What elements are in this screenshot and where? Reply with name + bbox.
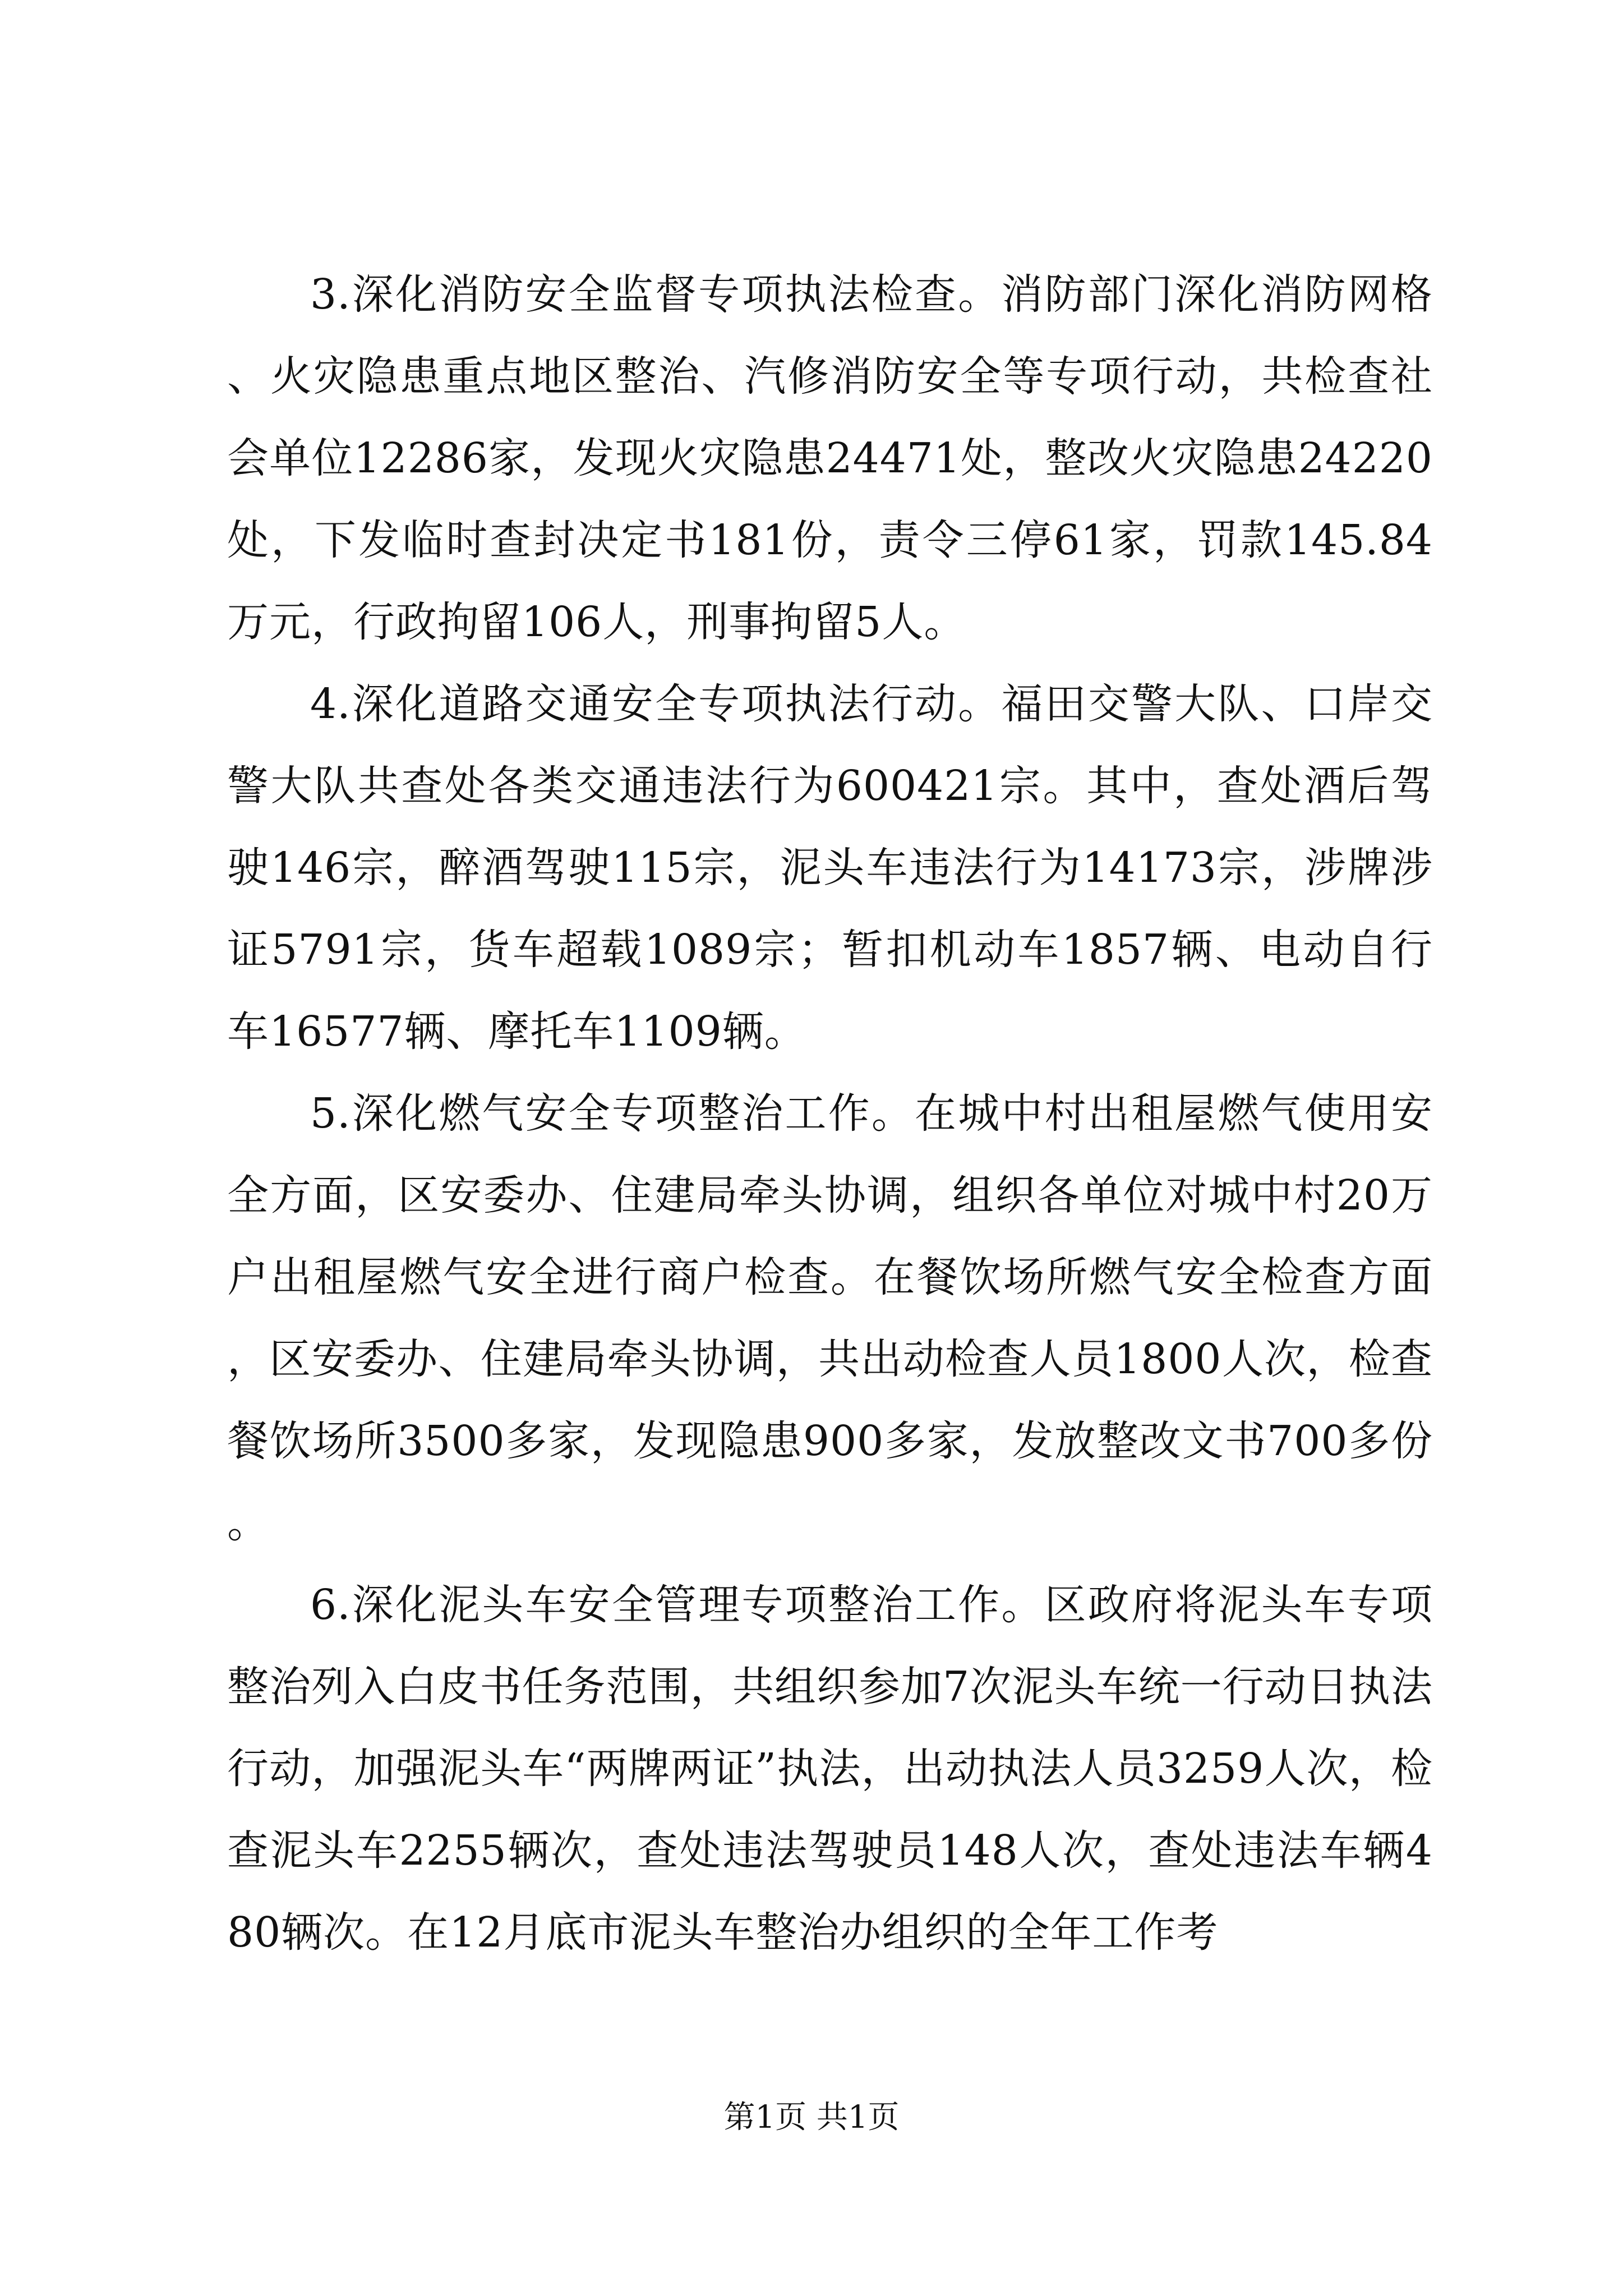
paragraph-road-traffic: 4.深化道路交通安全专项执法行动。福田交警大队、口岸交警大队共查处各类交通违法行为600421宗。其中，查处酒后驾驶146宗，醉酒驾驶115宗，泥头车违法行为14173宗，涉牌涉证5791宗，货车超载1089宗；暂扣机动车1857辆、电动自行车16577辆、摩托车1109辆。 — [227, 680, 1433, 1056]
paragraph-muck-truck: 6.深化泥头车安全管理专项整治工作。区政府将泥头车专项整治列入白皮书任务范围，共组织参加7次泥头车统一行动日执法行动，加强泥头车“两牌两证”执法，出动执法人员3259人次，检查泥头车2255辆次，查处违法驾驶员148人次，查处违法车辆480辆次。在12月底市泥头车整治办组织的全年工作考 — [227, 1581, 1433, 1957]
document-body — [227, 254, 1433, 1973]
page-footer: 第1页 共1页 — [723, 2099, 900, 2136]
paragraph-gas-safety: 5.深化燃气安全专项整治工作。在城中村出租屋燃气使用安全方面，区安委办、住建局牵头协调，组织各单位对城中村20万户出租屋燃气安全进行商户检查。在餐饮场所燃气安全检查方面，区安委办、住建局牵头协调，共出动检查人员1800人次，检查餐饮场所3500多家，发现隐患900多家，发放整改文书700多份。 — [227, 1089, 1433, 1547]
paragraph-fire-safety: 3.深化消防安全监督专项执法检查。消防部门深化消防网格、火灾隐患重点地区整治、汽修消防安全等专项行动，共检查社会单位12286家，发现火灾隐患24471处，整改火灾隐患24220处，下发临时查封决定书181份，责令三停61家，罚款145.84万元，行政拘留106人，刑事拘留5人。 — [227, 270, 1433, 646]
